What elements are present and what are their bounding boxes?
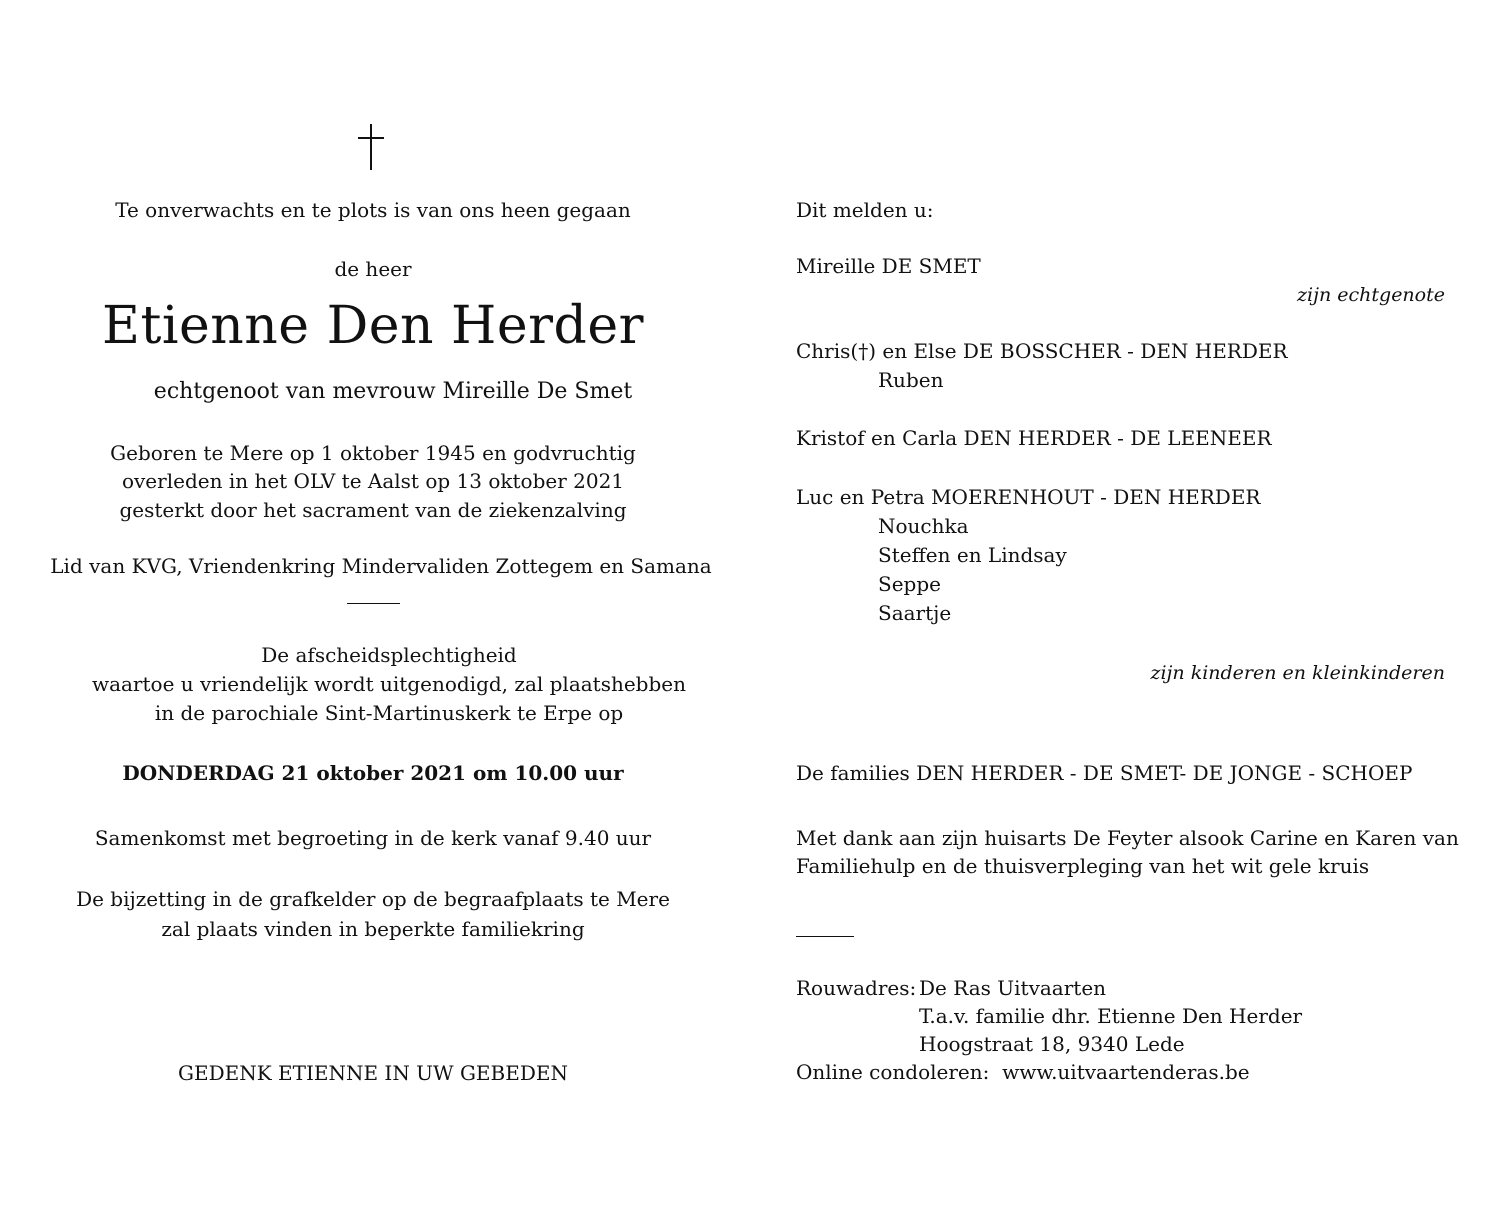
online-url[interactable]: www.uitvaartenderas.be — [1002, 1060, 1250, 1084]
spouse-line: echtgenoot van mevrouw Mireille De Smet — [153, 379, 633, 404]
family-3-child-2: Steffen en Lindsay — [878, 543, 1067, 567]
burial-line-1: De bijzetting in de grafkelder op de begraafplaats te Mere — [76, 887, 670, 911]
spouse-name: Mireille DE SMET — [796, 254, 981, 278]
burial-line-2: zal plaats vinden in beperkte familiekring — [161, 917, 585, 941]
family-1-child-1: Ruben — [878, 368, 944, 392]
online-label: Online condoleren: — [796, 1060, 990, 1084]
family-3-child-4: Saartje — [878, 601, 952, 625]
closing-line: GEDENK ETIENNE IN UW GEBEDEN — [178, 1061, 568, 1085]
family-2: Kristof en Carla DEN HERDER - DE LEENEER — [796, 426, 1272, 450]
announcement-heading: Dit melden u: — [796, 198, 934, 222]
gathering-line: Samenkomst met begroeting in de kerk vanaf 9.40 uur — [94, 826, 652, 850]
birth-line-2: overleden in het OLV te Aalst op 13 oktober 2021 — [121, 469, 625, 493]
address-line-1: De Ras Uitvaarten — [919, 976, 1107, 1000]
birth-line-3: gesterkt door het sacrament van de ziekenzalving — [119, 498, 627, 522]
family-3-child-3: Seppe — [878, 572, 941, 596]
separator-right — [796, 936, 854, 937]
families-line: De families DEN HERDER - DE SMET- DE JONGE - SCHOEP — [796, 761, 1413, 785]
thanks-line-2: Familiehulp en de thuisverpleging van het wit gele kruis — [796, 854, 1370, 878]
date-line: DONDERDAG 21 oktober 2021 om 10.00 uur — [122, 761, 624, 785]
spouse-role: zijn echtgenote — [1297, 284, 1445, 306]
address-line-3: Hoogstraat 18, 9340 Lede — [919, 1032, 1185, 1056]
family-3: Luc en Petra MOERENHOUT - DEN HERDER — [796, 485, 1261, 509]
online-condolences — [796, 1058, 1250, 1087]
family-3-child-1: Nouchka — [878, 514, 969, 538]
children-role: zijn kinderen en kleinkinderen — [1150, 662, 1445, 684]
address-line-2: T.a.v. familie dhr. Etienne Den Herder — [919, 1004, 1303, 1028]
deceased-name: Etienne Den Herder — [102, 296, 644, 356]
cross-icon — [352, 124, 392, 172]
birth-line-1: Geboren te Mere op 1 oktober 1945 en godvruchtig — [110, 441, 636, 465]
address-label: Rouwadres: — [796, 976, 917, 1000]
ceremony-line-1: De afscheidsplechtigheid — [261, 643, 517, 667]
thanks-line-1: Met dank aan zijn huisarts De Feyter alsook Carine en Karen van — [796, 826, 1459, 850]
separator-left — [347, 603, 400, 604]
title-text: de heer — [334, 257, 412, 281]
ceremony-line-2: waartoe u vriendelijk wordt uitgenodigd, zal plaatshebben — [91, 672, 687, 696]
family-1: Chris(†) en Else DE BOSSCHER - DEN HERDER — [796, 339, 1288, 363]
ceremony-line-3: in de parochiale Sint-Martinuskerk te Erpe op — [154, 701, 624, 725]
intro-text: Te onverwachts en te plots is van ons heen gegaan — [115, 198, 631, 222]
membership-line: Lid van KVG, Vriendenkring Mindervaliden Zottegem en Samana — [50, 554, 712, 578]
